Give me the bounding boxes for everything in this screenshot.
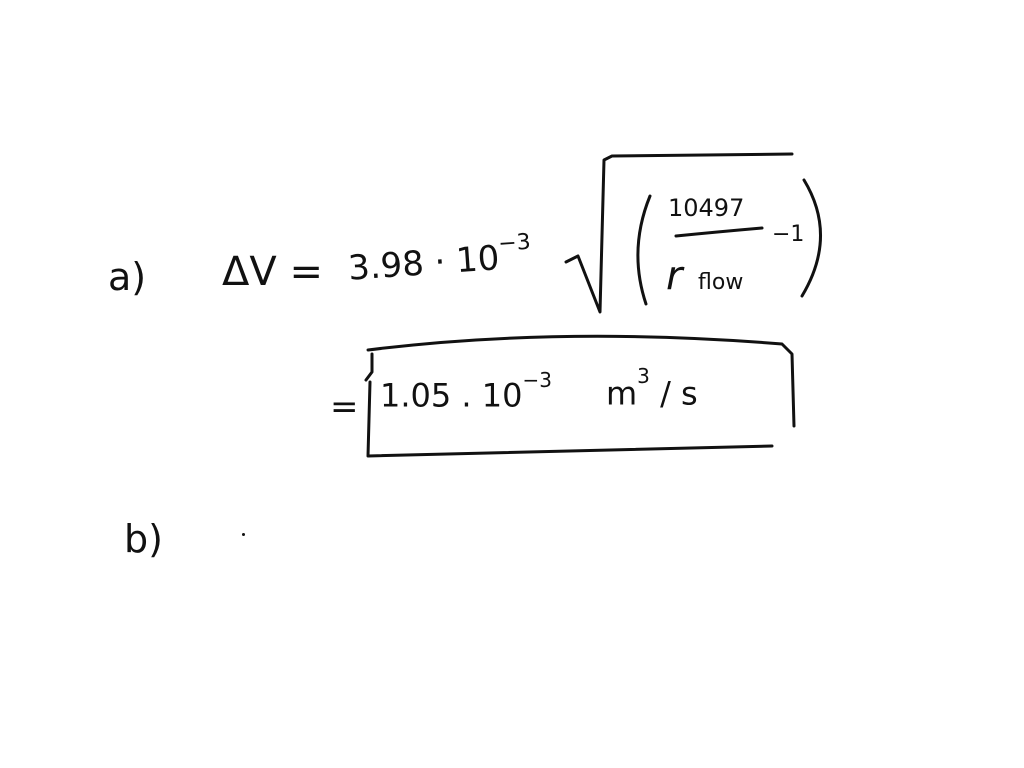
right-parenthesis — [802, 180, 821, 296]
part-a-label: a) — [108, 255, 147, 299]
delta-v-lhs: ΔV = — [222, 249, 323, 295]
fraction-numerator: 10497 — [668, 194, 745, 222]
square-root-sign — [566, 154, 792, 312]
minus-one: −1 — [772, 222, 805, 247]
result-equals: = — [330, 387, 359, 427]
fraction-denominator-subscript: flow — [698, 270, 744, 295]
coefficient-exponent: −3 — [497, 229, 532, 257]
answer-box — [366, 336, 794, 456]
result-exponent: −3 — [522, 368, 552, 392]
units-base: m — [606, 374, 638, 413]
fraction-denominator: r — [666, 253, 683, 299]
units-exponent: 3 — [637, 364, 650, 388]
coefficient-base: 3.98 · 10 — [346, 238, 501, 289]
result-base: 1.05 . 10 — [380, 376, 523, 415]
fraction-bar — [676, 228, 762, 236]
units-tail: / s — [660, 374, 698, 413]
part-b-label: b) — [124, 517, 163, 561]
left-parenthesis — [638, 196, 650, 304]
